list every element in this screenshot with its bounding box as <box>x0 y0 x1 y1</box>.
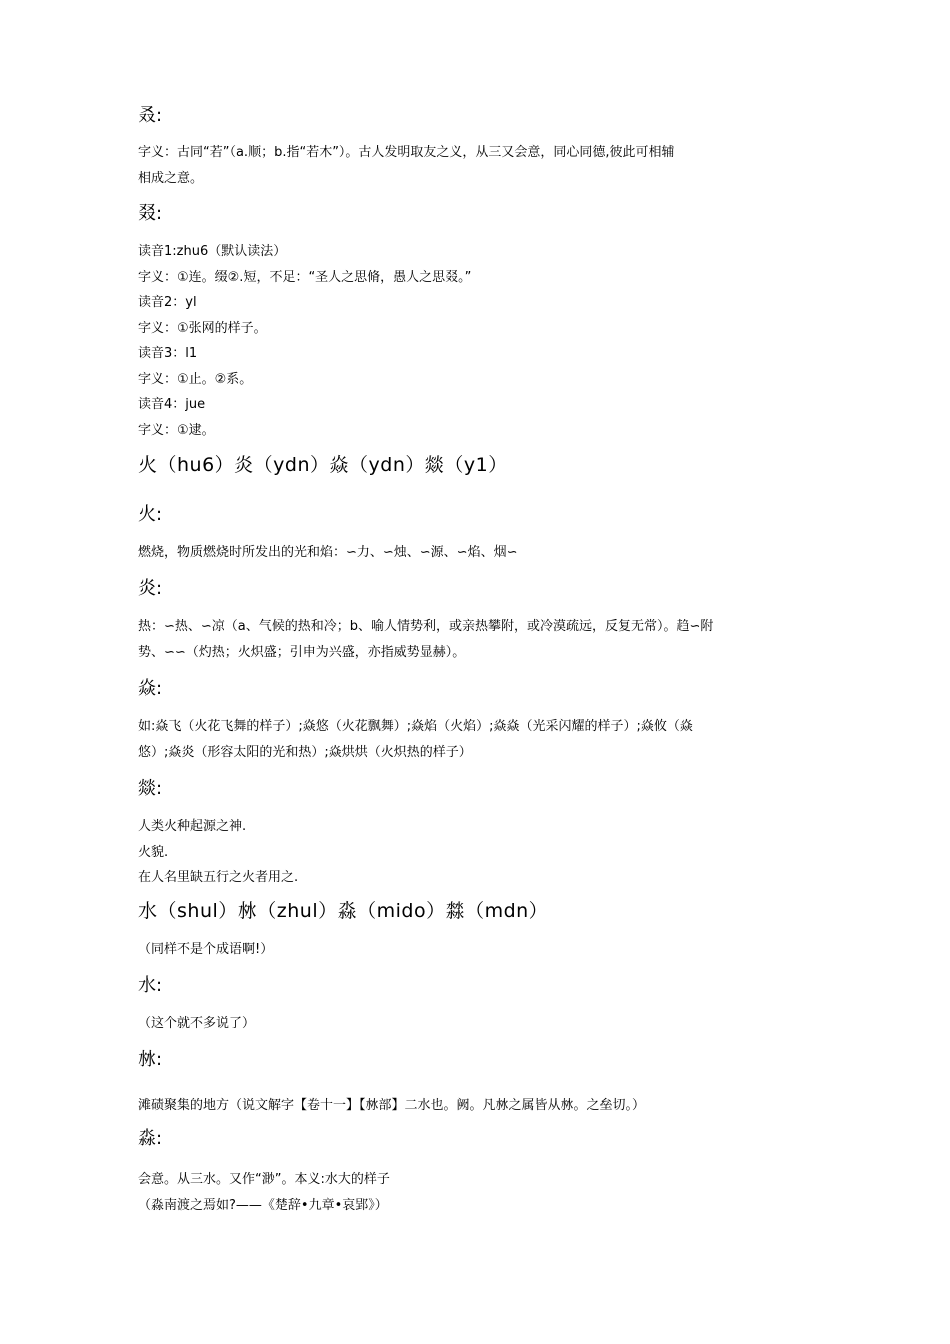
definition-shui <box>138 1011 255 1037</box>
note-water <box>138 937 273 963</box>
text-line: 读音2：yl <box>138 295 197 310</box>
section-title-fire: 火（hu6）炎（ydn）焱（ydn）燚（y1） <box>138 454 508 476</box>
text-line: 读音3：l1 <box>138 346 198 361</box>
text-line: （同样不是个成语啊!） <box>138 942 274 957</box>
definition-huo <box>138 540 517 566</box>
definition-zhuo <box>138 239 471 443</box>
heading-char-yan2: 焱: <box>138 678 163 699</box>
text-line: 势、∽∽（灼热；火炽盛；引申为兴盛，亦指威势显赫）。 <box>138 644 466 660</box>
text-line: 人类火种起源之神. <box>138 819 247 834</box>
text-line: 字义：①连。缀②.短，不足：“圣人之思脩，愚人之思叕。” <box>138 269 472 285</box>
text-line: 悠）;焱炎（形容太阳的光和热）;焱烘烘（火炽热的样子） <box>138 744 472 760</box>
text-line: 相成之意。 <box>138 170 204 186</box>
section-title-water: 水（shul）沝（zhul）淼（mido）㵘（mdn） <box>138 900 549 922</box>
heading-char-shui: 水: <box>138 975 163 996</box>
heading-char-ruo: 叒: <box>138 105 163 126</box>
text-line: 火貌. <box>138 844 169 860</box>
text-line: 如:焱飞（火花飞舞的样子）;焱悠（火花飘舞）;焱焰（火焰）;焱焱（光采闪耀的样子）;焱攸（焱 <box>138 719 693 734</box>
text-line: 读音1:zhu6（默认读法） <box>138 244 287 259</box>
text-line: 在人名里缺五行之火者用之. <box>138 870 299 885</box>
text-line: 滩碛聚集的地方（说文解字【卷十一】【沝部】二水也。阙。凡沝之属皆从沝。之垒切。） <box>138 1098 646 1113</box>
heading-char-yi: 燚: <box>138 778 163 799</box>
heading-char-zhuo: 叕: <box>138 203 163 224</box>
heading-char-miao: 淼: <box>138 1128 163 1149</box>
text-line: 字义：古同“若”（a.顺；b.指“若木”）。古人发明取友之义，从三又会意，同心同德,彼此可相辅 <box>138 145 675 160</box>
heading-char-zhui: 沝: <box>138 1049 163 1070</box>
text-line: 字义：①张网的样子。 <box>138 320 267 336</box>
text-line: 燃烧，物质燃烧时所发出的光和焰：∽力、∽烛、∽源、∽焰、烟∽ <box>138 545 518 560</box>
definition-yan <box>138 614 713 665</box>
heading-char-huo: 火: <box>138 504 163 525</box>
definition-zhui <box>138 1093 645 1119</box>
text-line: 字义：①止。②系。 <box>138 371 253 387</box>
text-line: 读音4：jue <box>138 397 206 412</box>
definition-yan2 <box>138 714 693 765</box>
text-line: （淼南渡之焉如?——《楚辞•九章•哀郢》） <box>138 1197 388 1213</box>
heading-char-yan: 炎: <box>138 578 163 599</box>
text-line: 热：∽热、∽凉（a、气候的热和冷；b、喻人情势利，或亲热攀附，或冷漠疏远，反复无常）。趋∽附 <box>138 619 714 634</box>
text-line: 会意。从三水。又作“渺”。本义:水大的样子 <box>138 1172 390 1187</box>
definition-miao <box>138 1167 390 1218</box>
text-line: （这个就不多说了） <box>138 1016 256 1031</box>
definition-ruo <box>138 140 675 191</box>
definition-yi <box>138 814 298 891</box>
text-line: 字义：①逮。 <box>138 422 215 438</box>
